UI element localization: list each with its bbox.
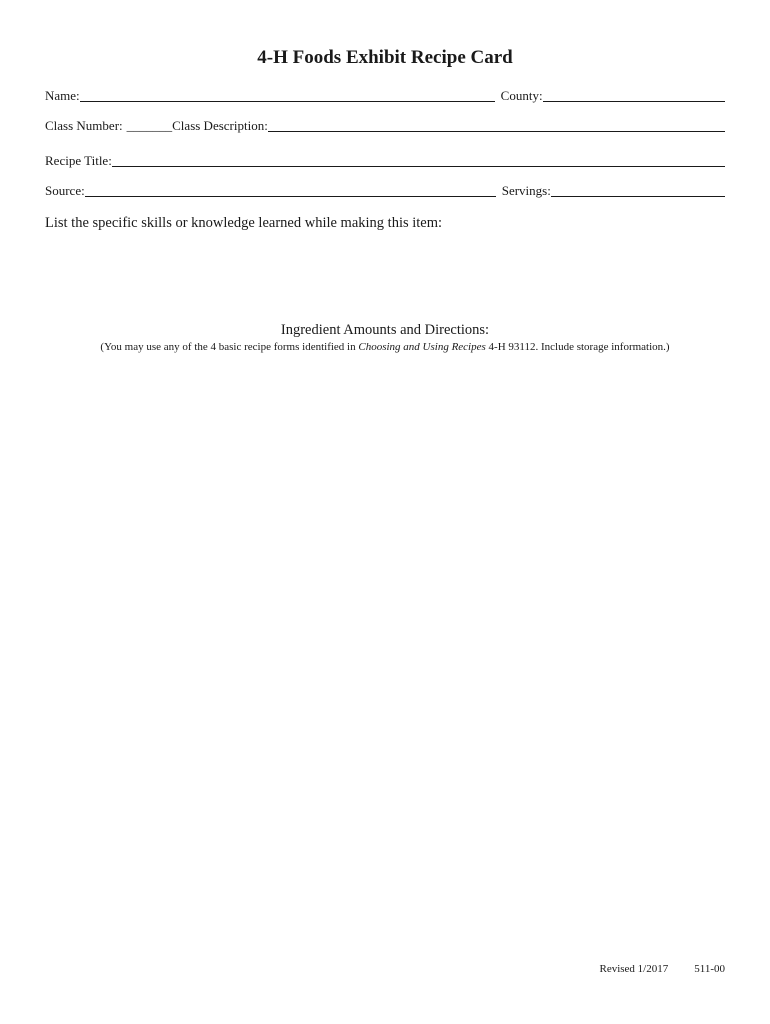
servings-field[interactable] [551, 182, 725, 197]
ingredients-note-start: (You may use any of the 4 basic recipe forms identified in [100, 341, 359, 353]
form-number: 511-00 [694, 963, 725, 975]
name-field[interactable] [80, 87, 495, 102]
class-description-label: Class Description: [172, 118, 268, 133]
page-title: 4-H Foods Exhibit Recipe Card [257, 47, 513, 68]
ingredients-note-publication: Choosing and Using Recipes [358, 341, 486, 353]
name-county-row [45, 84, 725, 104]
name-label: Name: [45, 88, 80, 103]
ingredients-answer-area[interactable] [45, 362, 725, 952]
class-row [45, 114, 725, 134]
source-servings-row [45, 179, 725, 199]
ingredients-note-end: 4-H 93112. Include storage information.) [485, 341, 670, 353]
recipe-title-field[interactable] [112, 152, 725, 167]
recipe-title-label: Recipe Title: [45, 153, 112, 168]
ingredients-heading: Ingredient Amounts and Directions: [280, 322, 490, 338]
class-description-field[interactable] [268, 117, 725, 132]
class-number-field[interactable]: _______ [126, 118, 173, 133]
revision-date: Revised 1/2017 [599, 963, 669, 975]
source-label: Source: [45, 183, 85, 198]
county-label: County: [500, 88, 543, 103]
county-field[interactable] [543, 87, 725, 102]
source-field[interactable] [85, 182, 496, 197]
skills-answer-area[interactable] [45, 240, 725, 318]
footer [599, 963, 725, 975]
ingredients-note [0, 341, 770, 353]
recipe-title-row [45, 149, 725, 169]
servings-label: Servings: [501, 183, 551, 198]
class-number-label: Class Number: [45, 118, 123, 133]
skills-prompt: List the specific skills or knowledge learned while making this item: [45, 215, 443, 231]
